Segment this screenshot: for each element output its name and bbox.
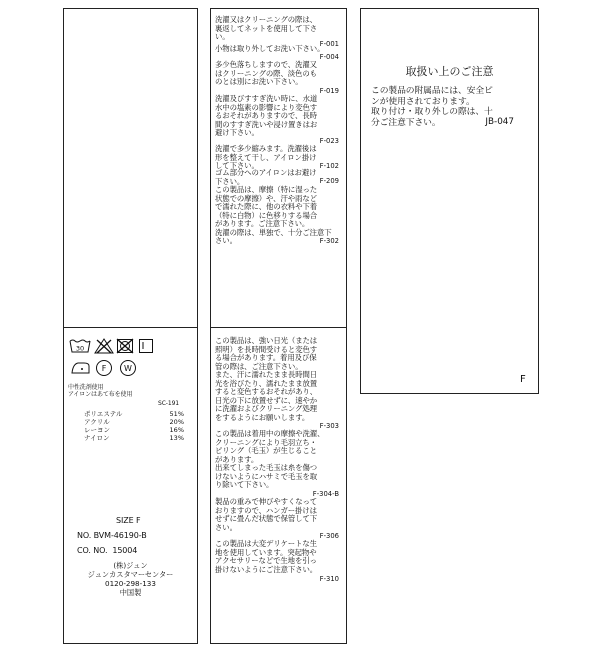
care-code: F-102 <box>319 162 339 170</box>
care-text: 製品の重みで伸びやすくなって おりますので、ハンガー掛けは せずに畳んだ状態で保管して下 さい。 <box>215 497 318 532</box>
no-bleach-icon <box>94 338 114 354</box>
percent: 13% <box>169 434 184 442</box>
caution-title: 取扱い上のご注意 <box>405 65 494 78</box>
wet-clean-w-label: W <box>124 364 132 373</box>
care-text: この製品は、摩擦（特に湿った 状態での摩擦）や、汗や雨など で濡れた際に、他の衣料や下着 （特に白物）に色移りする場合 があります。ご注意下さい。 洗濯の際は、単独で、十分ご注意下 さい。 <box>215 185 332 245</box>
care-code: F-302 <box>319 237 339 245</box>
sc-code: SC-191 <box>158 400 180 407</box>
size-letter: F <box>520 374 526 385</box>
composition-row <box>84 410 184 418</box>
tag-divider <box>211 327 346 328</box>
percent: 51% <box>169 410 184 418</box>
care-text: 洗濯及びすすぎ洗い時に、水道 水中の塩素の影響により変色す るおそれがありますので、長時 間のすすぎ洗いや浸け置きはお 避け下さい。 <box>215 94 318 137</box>
material: レーヨン <box>84 426 110 434</box>
phone-number: 0120-298-133 <box>105 579 156 588</box>
care-code: F-303 <box>319 422 339 430</box>
care-code: F-019 <box>319 87 339 95</box>
wash-30-icon <box>69 338 91 354</box>
dry-clean-f-label: F <box>101 364 107 373</box>
care-code: F-001 <box>319 40 339 48</box>
care-label-tag-1 <box>63 8 198 644</box>
composition-row <box>84 434 184 442</box>
co-number: CO. NO. 15004 <box>77 546 138 555</box>
material: アクリル <box>84 418 110 426</box>
care-code: F-310 <box>319 575 339 583</box>
line-dry-icon <box>138 338 154 354</box>
caution-tag <box>360 8 539 394</box>
item-number: NO. BVM-46190-B <box>77 531 147 540</box>
care-text: 多少色落ちしますので、洗濯又 はクリーニングの際、淡色のも のとは別にお洗い下さい。 <box>215 60 317 86</box>
care-text: 小物は取り外してお洗い下さい。 <box>215 44 325 53</box>
company-name: (株)ジュン <box>113 561 148 570</box>
care-code: F-004 <box>319 53 339 61</box>
caution-code: JB-047 <box>485 117 514 127</box>
composition-row <box>84 418 184 426</box>
detergent-note: 中性洗剤使用 <box>68 384 104 391</box>
composition-table <box>84 410 184 442</box>
care-text: この製品は、強い日光（または 照明）を長時間受けると変色す る場合があります。着用及び保 管の際は、ご注意下さい。 また、汗に濡れたまま長時間日 光を浴びたり、濡れたまま放置 すると変色するおそれがあり、 日光の下に放置せずに、速やか に洗濯およびクリーニング処理 をするようにお願いします。 <box>215 336 318 422</box>
no-tumble-dry-icon <box>116 338 134 354</box>
percent: 20% <box>169 418 184 426</box>
material: ポリエステル <box>84 410 123 418</box>
composition-row <box>84 426 184 434</box>
wash-30-label: 30 <box>75 344 85 353</box>
material: ナイロン <box>84 434 110 442</box>
country-of-origin: 中国製 <box>119 588 142 597</box>
care-text: この製品は大変デリケートな生 地を使用しています。突起物や アクセサリーなどで生地を引っ 掛けないようにご注意下さい。 <box>215 539 318 574</box>
dry-clean-f-icon <box>95 359 113 377</box>
wet-clean-w-icon <box>119 359 137 377</box>
iron-note: アイロンはあて布を使用 <box>68 391 133 398</box>
company-block <box>64 561 197 597</box>
care-code: F-209 <box>319 177 339 185</box>
care-text: 洗濯又はクリーニングの際は、 裏返してネットを使用して下さ い。 <box>215 15 318 41</box>
care-code: F-306 <box>319 532 339 540</box>
iron-low-icon <box>69 360 91 376</box>
caution-body: この製品の附属品には、安全ピ ンが使用されております。 取り付け・取り外しの際は、十 分ご注意下さい。 <box>371 86 493 128</box>
size-label: SIZE F <box>116 516 141 525</box>
care-code: F-023 <box>319 137 339 145</box>
care-label-tag-2 <box>210 8 347 644</box>
percent: 16% <box>169 426 184 434</box>
customer-center: ジュンカスタマーセンター <box>87 570 174 579</box>
care-text: ゴム部分へのアイロンはお避け 下さい。 <box>215 168 317 186</box>
tag-divider <box>64 327 197 328</box>
care-text: この製品は着用中の摩擦や洗濯、 クリーニングにより毛羽立ち・ ピリング（毛玉）が生じること があります。 出来てしまった毛玉は糸を傷つ けないようにハサミで毛玉を取 り除いて下さい。 <box>215 429 325 489</box>
care-code: F-304-B <box>312 490 339 498</box>
care-text: 洗濯で多少縮みます。洗濯後は 形を整えて干し、アイロン掛け して下さい。 <box>215 144 317 170</box>
